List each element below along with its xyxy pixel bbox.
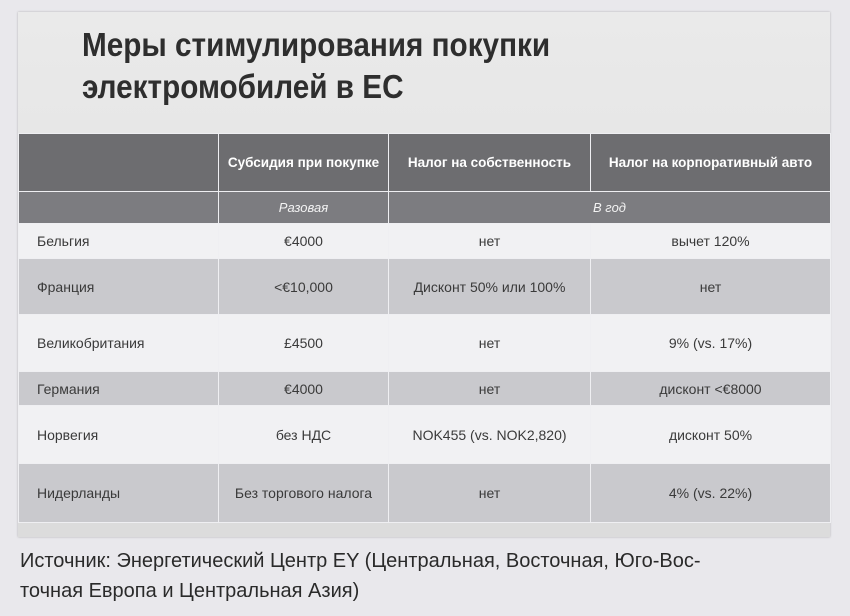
subsidy-cell: €4000	[219, 224, 389, 259]
country-cell: Нидерланды	[19, 464, 219, 523]
header-country	[19, 134, 219, 192]
country-cell: Франция	[19, 259, 219, 315]
table-row	[19, 315, 831, 372]
ownership-tax-cell: нет	[389, 464, 591, 523]
source-line-1: Источник: Энергетический Центр EY (Центральная, Восточная, Юго-Вос-	[20, 550, 701, 572]
subsidy-cell: без НДС	[219, 406, 389, 464]
ownership-tax-cell: нет	[389, 315, 591, 372]
subsidy-cell: Без торгового налога	[219, 464, 389, 523]
country-cell: Германия	[19, 372, 219, 406]
table-row	[19, 224, 831, 259]
corporate-tax-cell: дисконт <€8000	[591, 372, 831, 406]
country-cell: Бельгия	[19, 224, 219, 259]
subheader-blank	[19, 192, 219, 224]
table-row	[19, 464, 831, 523]
table-subheader-row	[19, 192, 831, 224]
corporate-tax-cell: вычет 120%	[591, 224, 831, 259]
header-subsidy: Субсидия при покупке	[219, 134, 389, 192]
corporate-tax-cell: 4% (vs. 22%)	[591, 464, 831, 523]
subheader-one-time: Разовая	[219, 192, 389, 224]
corporate-tax-cell: нет	[591, 259, 831, 315]
ownership-tax-cell: NOK455 (vs. NOK2,820)	[389, 406, 591, 464]
ownership-tax-cell: нет	[389, 224, 591, 259]
subheader-per-year: В год	[389, 192, 831, 224]
corporate-tax-cell: дисконт 50%	[591, 406, 831, 464]
country-cell: Норвегия	[19, 406, 219, 464]
title-line-1: Меры стимулирования покупки	[82, 26, 551, 63]
incentives-table	[18, 133, 831, 523]
corporate-tax-cell: 9% (vs. 17%)	[591, 315, 831, 372]
subsidy-cell: €4000	[219, 372, 389, 406]
source-line-2: точная Европа и Центральная Азия)	[20, 580, 360, 602]
infographic-card	[18, 12, 830, 537]
page-title	[82, 24, 712, 108]
ownership-tax-cell: нет	[389, 372, 591, 406]
header-corporate-tax: Налог на корпоративный авто	[591, 134, 831, 192]
table-header-row	[19, 134, 831, 192]
table-row	[19, 406, 831, 464]
source-caption	[20, 546, 840, 606]
subsidy-cell: £4500	[219, 315, 389, 372]
title-line-2: электромобилей в ЕС	[82, 68, 404, 105]
table-row	[19, 372, 831, 406]
header-ownership-tax: Налог на собственность	[389, 134, 591, 192]
ownership-tax-cell: Дисконт 50% или 100%	[389, 259, 591, 315]
table-row	[19, 259, 831, 315]
country-cell: Великобритания	[19, 315, 219, 372]
subsidy-cell: <€10,000	[219, 259, 389, 315]
